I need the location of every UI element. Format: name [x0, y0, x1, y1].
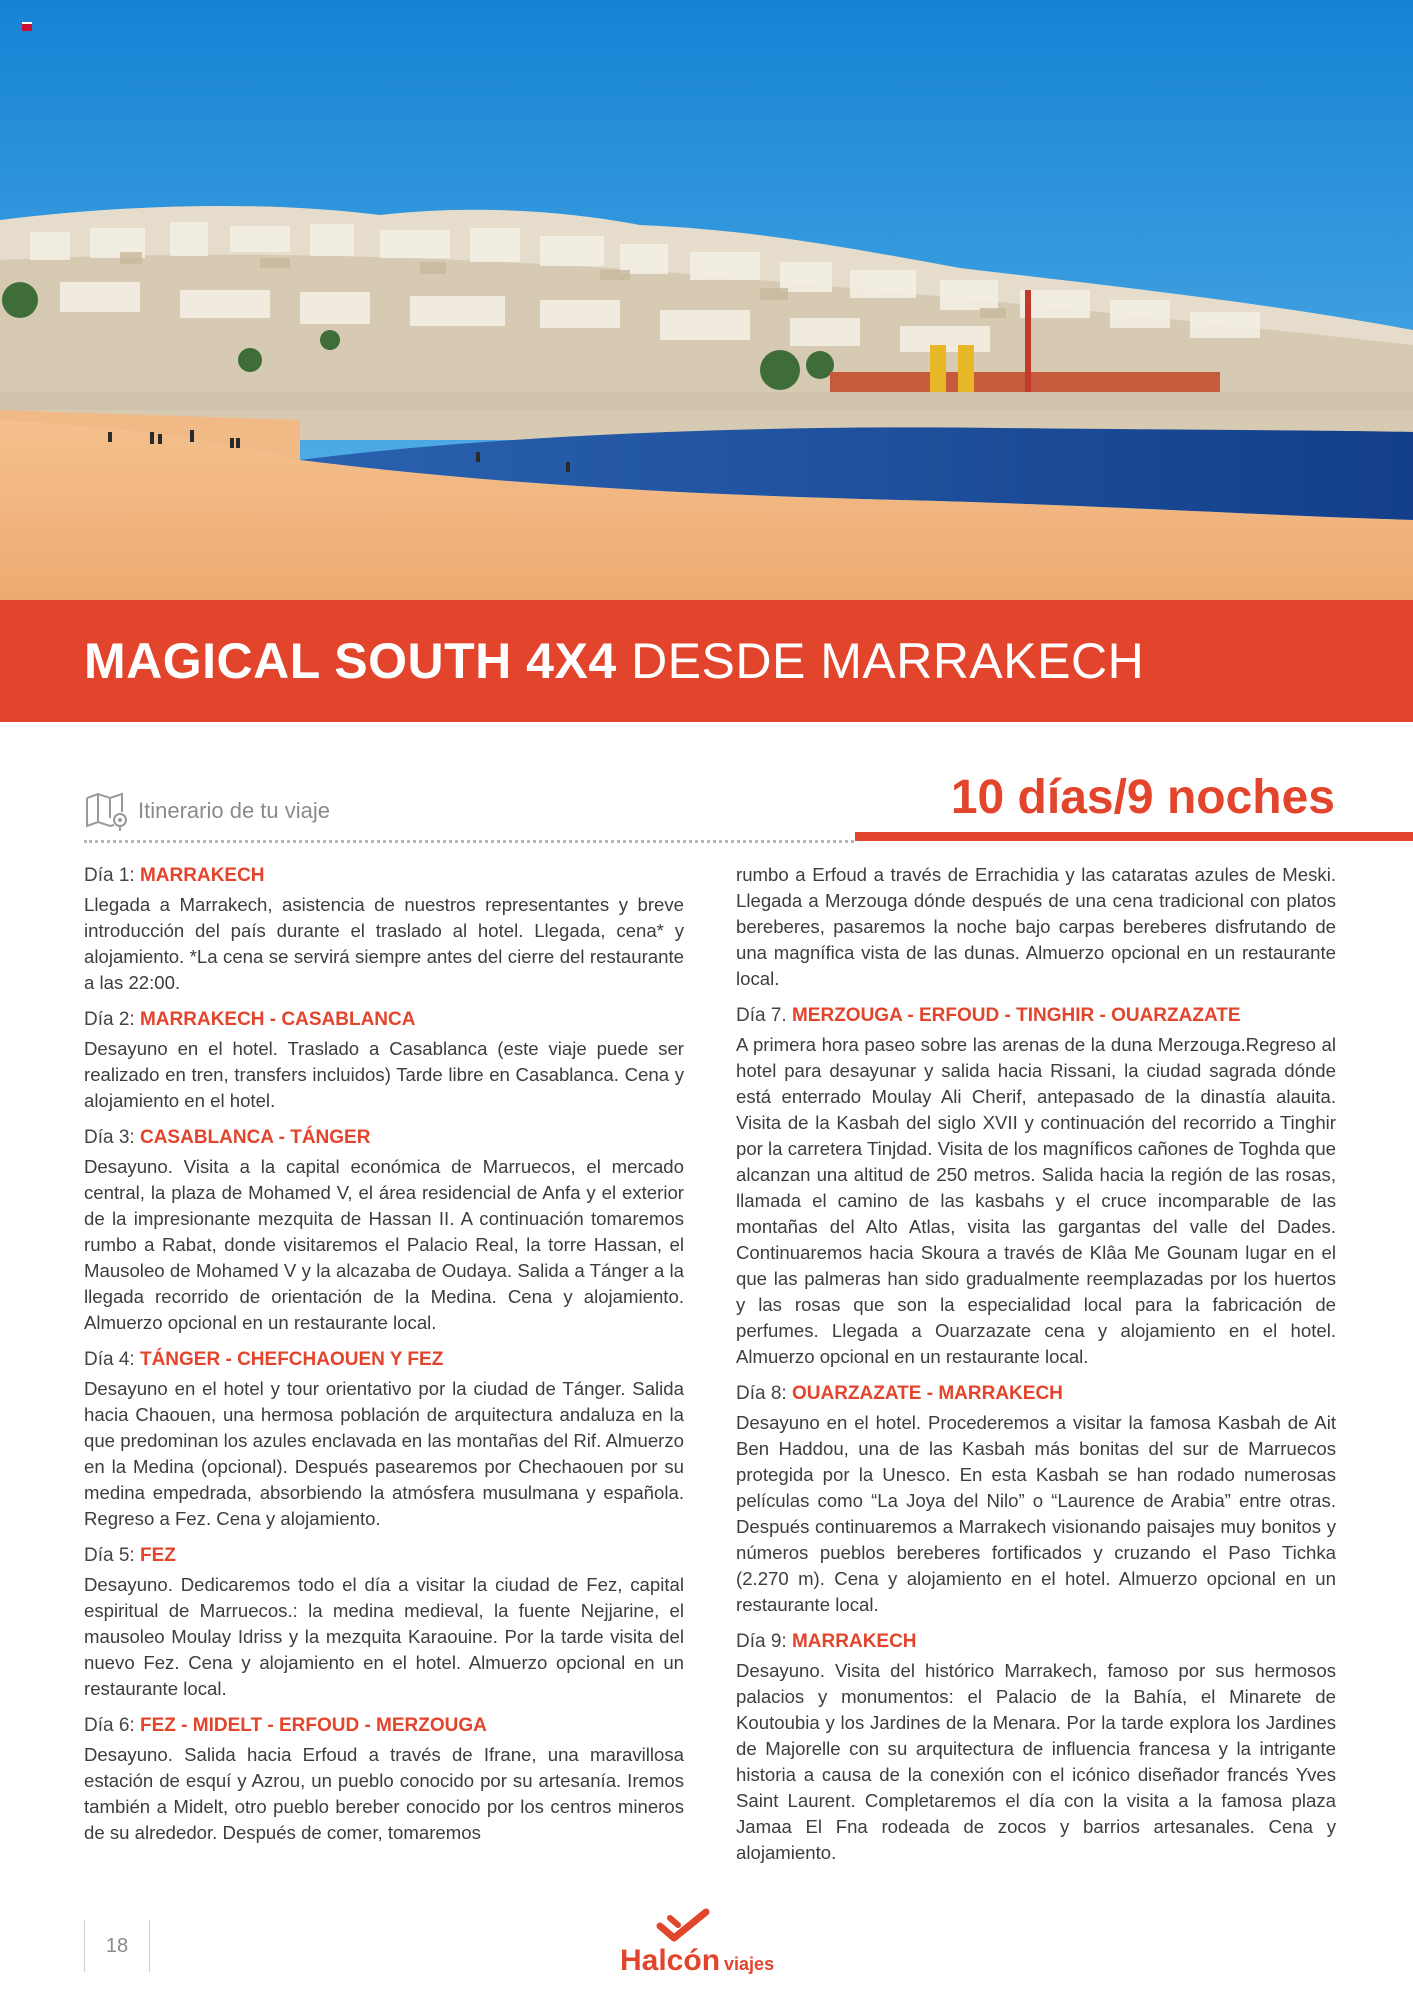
day-number: Día 2: [84, 1009, 135, 1030]
halcon-logo [620, 1908, 800, 1988]
day-route: MARRAKECH - CASABLANCA [139, 1009, 416, 1030]
flag-icon [22, 22, 32, 31]
day-route: TÁNGER - CHEFCHAOUEN Y FEZ [139, 1349, 444, 1370]
day-description: Desayuno en el hotel. Procederemos a visitar la famosa Kasbah de Ait Ben Haddou, una de las Kasbah más bonitas del sur de Marruecos protegida por la Unesco. En esta Kasbah se han rodado numerosas películas como “La Joya del Nilo” o “Laurence de Arabia” entre otras. Después continuaremos a Marrakech visionando paisajes muy bonitos y números pueblos bereberes fortificados y cruzando el Paso Tichka (2.270 m). Cena y alojamiento en el hotel. Almuerzo opcional en un restaurante local. [736, 1412, 1336, 1615]
day-entry [84, 1006, 684, 1114]
day-description: Desayuno. Visita del histórico Marrakech, famoso por sus hermosos palacios y monumentos: el Palacio de la Bahía, el Minarete de Koutoubia y los Jardines de la Menara. Por la tarde explora los Jardines de Majorelle con su arquitectura de influencia francesa y la intrigante historia a causa de la conexión con el icónico diseñador francés Yves Saint Laurent. Completaremos el día con la visita a la famosa plaza Jamaa El Fna rodeada de zocos y barrios artesanales. Cena y alojamiento. [736, 1660, 1336, 1863]
day-route: MARRAKECH [791, 1631, 917, 1652]
day-number: Día 7. [736, 1005, 787, 1026]
map-pin-icon [84, 790, 130, 832]
logo-text [620, 1944, 774, 1978]
day-heading [84, 1006, 684, 1034]
day-description: Llegada a Marrakech, asistencia de nuestros representantes y breve introducción del país durante el traslado al hotel. Llegada, cena* y alojamiento. *La cena se servirá siempre antes del cierre del restaurante a las 22:00. [84, 894, 684, 993]
day-heading [84, 1542, 684, 1570]
day-entry [84, 1542, 684, 1702]
title-bold: MAGICAL SOUTH 4X4 [84, 633, 617, 689]
day-entry [736, 1380, 1336, 1618]
day-entry [736, 1628, 1336, 1866]
day-entry [736, 1002, 1336, 1370]
itinerary-header [84, 786, 330, 836]
day-entry-continued [736, 862, 1336, 992]
day-heading [84, 1712, 684, 1740]
itinerary-column-right [736, 862, 1336, 1876]
day-description: Desayuno en el hotel. Traslado a Casablanca (este viaje puede ser realizado en tren, transfers incluidos) Tarde libre en Casablanca. Cena y alojamiento en el hotel. [84, 1038, 684, 1111]
day-number: Día 6: [84, 1715, 135, 1736]
day-entry [84, 862, 684, 996]
checkmark-logo-icon [656, 1908, 710, 1944]
day-description: A primera hora paseo sobre las arenas de la duna Merzouga.Regreso al hotel para desayunar y salida hacia Rissani, la ciudad sagrada dónde está enterrado Moulay Ali Cherif, antepasado de la dinastía alauita. Visita de la Kasbah del siglo XVII y continuación del recorrido a Tinghir por la carretera Tinjdad. Visita de los magníficos cañones de Toghda que alcanzan una altitud de 250 metros. Salida hacia la región de las rosas, llamada el camino de las kasbahs y el cruce incomparable de las montañas del Alto Atlas, visita las gargantas del valle del Dades. Continuaremos hacia Skoura a través de Klâa Me Gounam lugar en el que las palmeras han sido gradualmente reemplazadas por los huertos y las rosas que son la especialidad local para la fabricación de perfumes. Llegada a Ouarzazate cena y alojamiento en el hotel. Almuerzo opcional en un restaurante local. [736, 1034, 1336, 1367]
day-heading [84, 862, 684, 890]
itinerary-label: Itinerario de tu viaje [138, 798, 330, 823]
day-number: Día 5: [84, 1545, 135, 1566]
day-route: FEZ - MIDELT - ERFOUD - MERZOUGA [139, 1715, 487, 1736]
day-route: OUARZAZATE - MARRAKECH [791, 1383, 1063, 1404]
dotted-divider [84, 840, 854, 843]
day-heading [736, 1380, 1336, 1408]
day-route: MERZOUGA - ERFOUD - TINGHIR - OUARZAZATE [791, 1005, 1241, 1026]
day-description: rumbo a Erfoud a través de Errachidia y las cataratas azules de Meski. Llegada a Merzouga dónde después de una cena tradicional con platos bereberes, pasaremos la noche bajo carpas bereberes disfrutando de una magnífica vista de las dunas. Almuerzo opcional en un restaurante local. [736, 864, 1336, 989]
day-heading [84, 1124, 684, 1152]
day-description: Desayuno en el hotel y tour orientativo por la ciudad de Tánger. Salida hacia Chaouen, una hermosa población de arquitectura andaluza en la que predominan los azules enclavada en las montañas del Rif. Almuerzo en la Medina (opcional). Después pasearemos por Chechaouen por su medina empedrada, absorbiendo la atmósfera musulmana y española. Regreso a Fez. Cena y alojamiento. [84, 1378, 684, 1529]
day-description: Desayuno. Visita a la capital económica de Marruecos, el mercado central, la plaza de Mohamed V, el área residencial de Anfa y el exterior de la impresionante mezquita de Hassan II. A continuación tomaremos rumbo a Rabat, donde visitaremos el Palacio Real, la torre Hassan, el Mausoleo de Mohamed V y la alcazaba de Oudaya. Salida a Tánger a la llegada recorrido de orientación de la Medina. Cena y alojamiento. Almuerzo opcional en un restaurante local. [84, 1156, 684, 1333]
day-entry [84, 1712, 684, 1846]
duration-underline [855, 832, 1413, 841]
hero-photo [0, 0, 1413, 600]
day-description: Desayuno. Salida hacia Erfoud a través de Ifrane, una maravillosa estación de esquí y Azrou, un pueblo conocido por su artesanía. Iremos también a Midelt, otro pueblo bereber conocido por los centros mineros de su alrededor. Después de comer, tomaremos [84, 1744, 684, 1843]
day-description: Desayuno. Dedicaremos todo el día a visitar la ciudad de Fez, capital espiritual de Marruecos.: la medina medieval, la fuente Nejjarine, el mausoleo Moulay Idriss y la mezquita Karaouine. Por la tarde visita del nuevo Fez. Cena y alojamiento en el hotel. Almuerzo opcional en un restaurante local. [84, 1574, 684, 1699]
logo-name: Halcón [620, 1944, 721, 1977]
day-number: Día 3: [84, 1127, 135, 1148]
day-number: Día 1: [84, 865, 135, 886]
title-band [0, 600, 1413, 722]
day-heading [736, 1002, 1336, 1030]
day-number: Día 4: [84, 1349, 135, 1370]
logo-sub: viajes [724, 1954, 775, 1974]
coastal-city-illustration [0, 0, 1413, 600]
day-heading [736, 1628, 1336, 1656]
title-light: DESDE MARRAKECH [631, 633, 1145, 689]
day-entry [84, 1124, 684, 1336]
day-number: Día 9: [736, 1631, 787, 1652]
day-route: CASABLANCA - TÁNGER [139, 1127, 371, 1148]
itinerary-column-left [84, 862, 684, 1856]
trip-duration: 10 días/9 noches [950, 771, 1335, 824]
day-route: FEZ [139, 1545, 176, 1566]
day-entry [84, 1346, 684, 1532]
page-title [84, 632, 1144, 690]
day-heading [84, 1346, 684, 1374]
page-number: 18 [84, 1920, 150, 1972]
day-number: Día 8: [736, 1383, 787, 1404]
day-route: MARRAKECH [139, 865, 265, 886]
